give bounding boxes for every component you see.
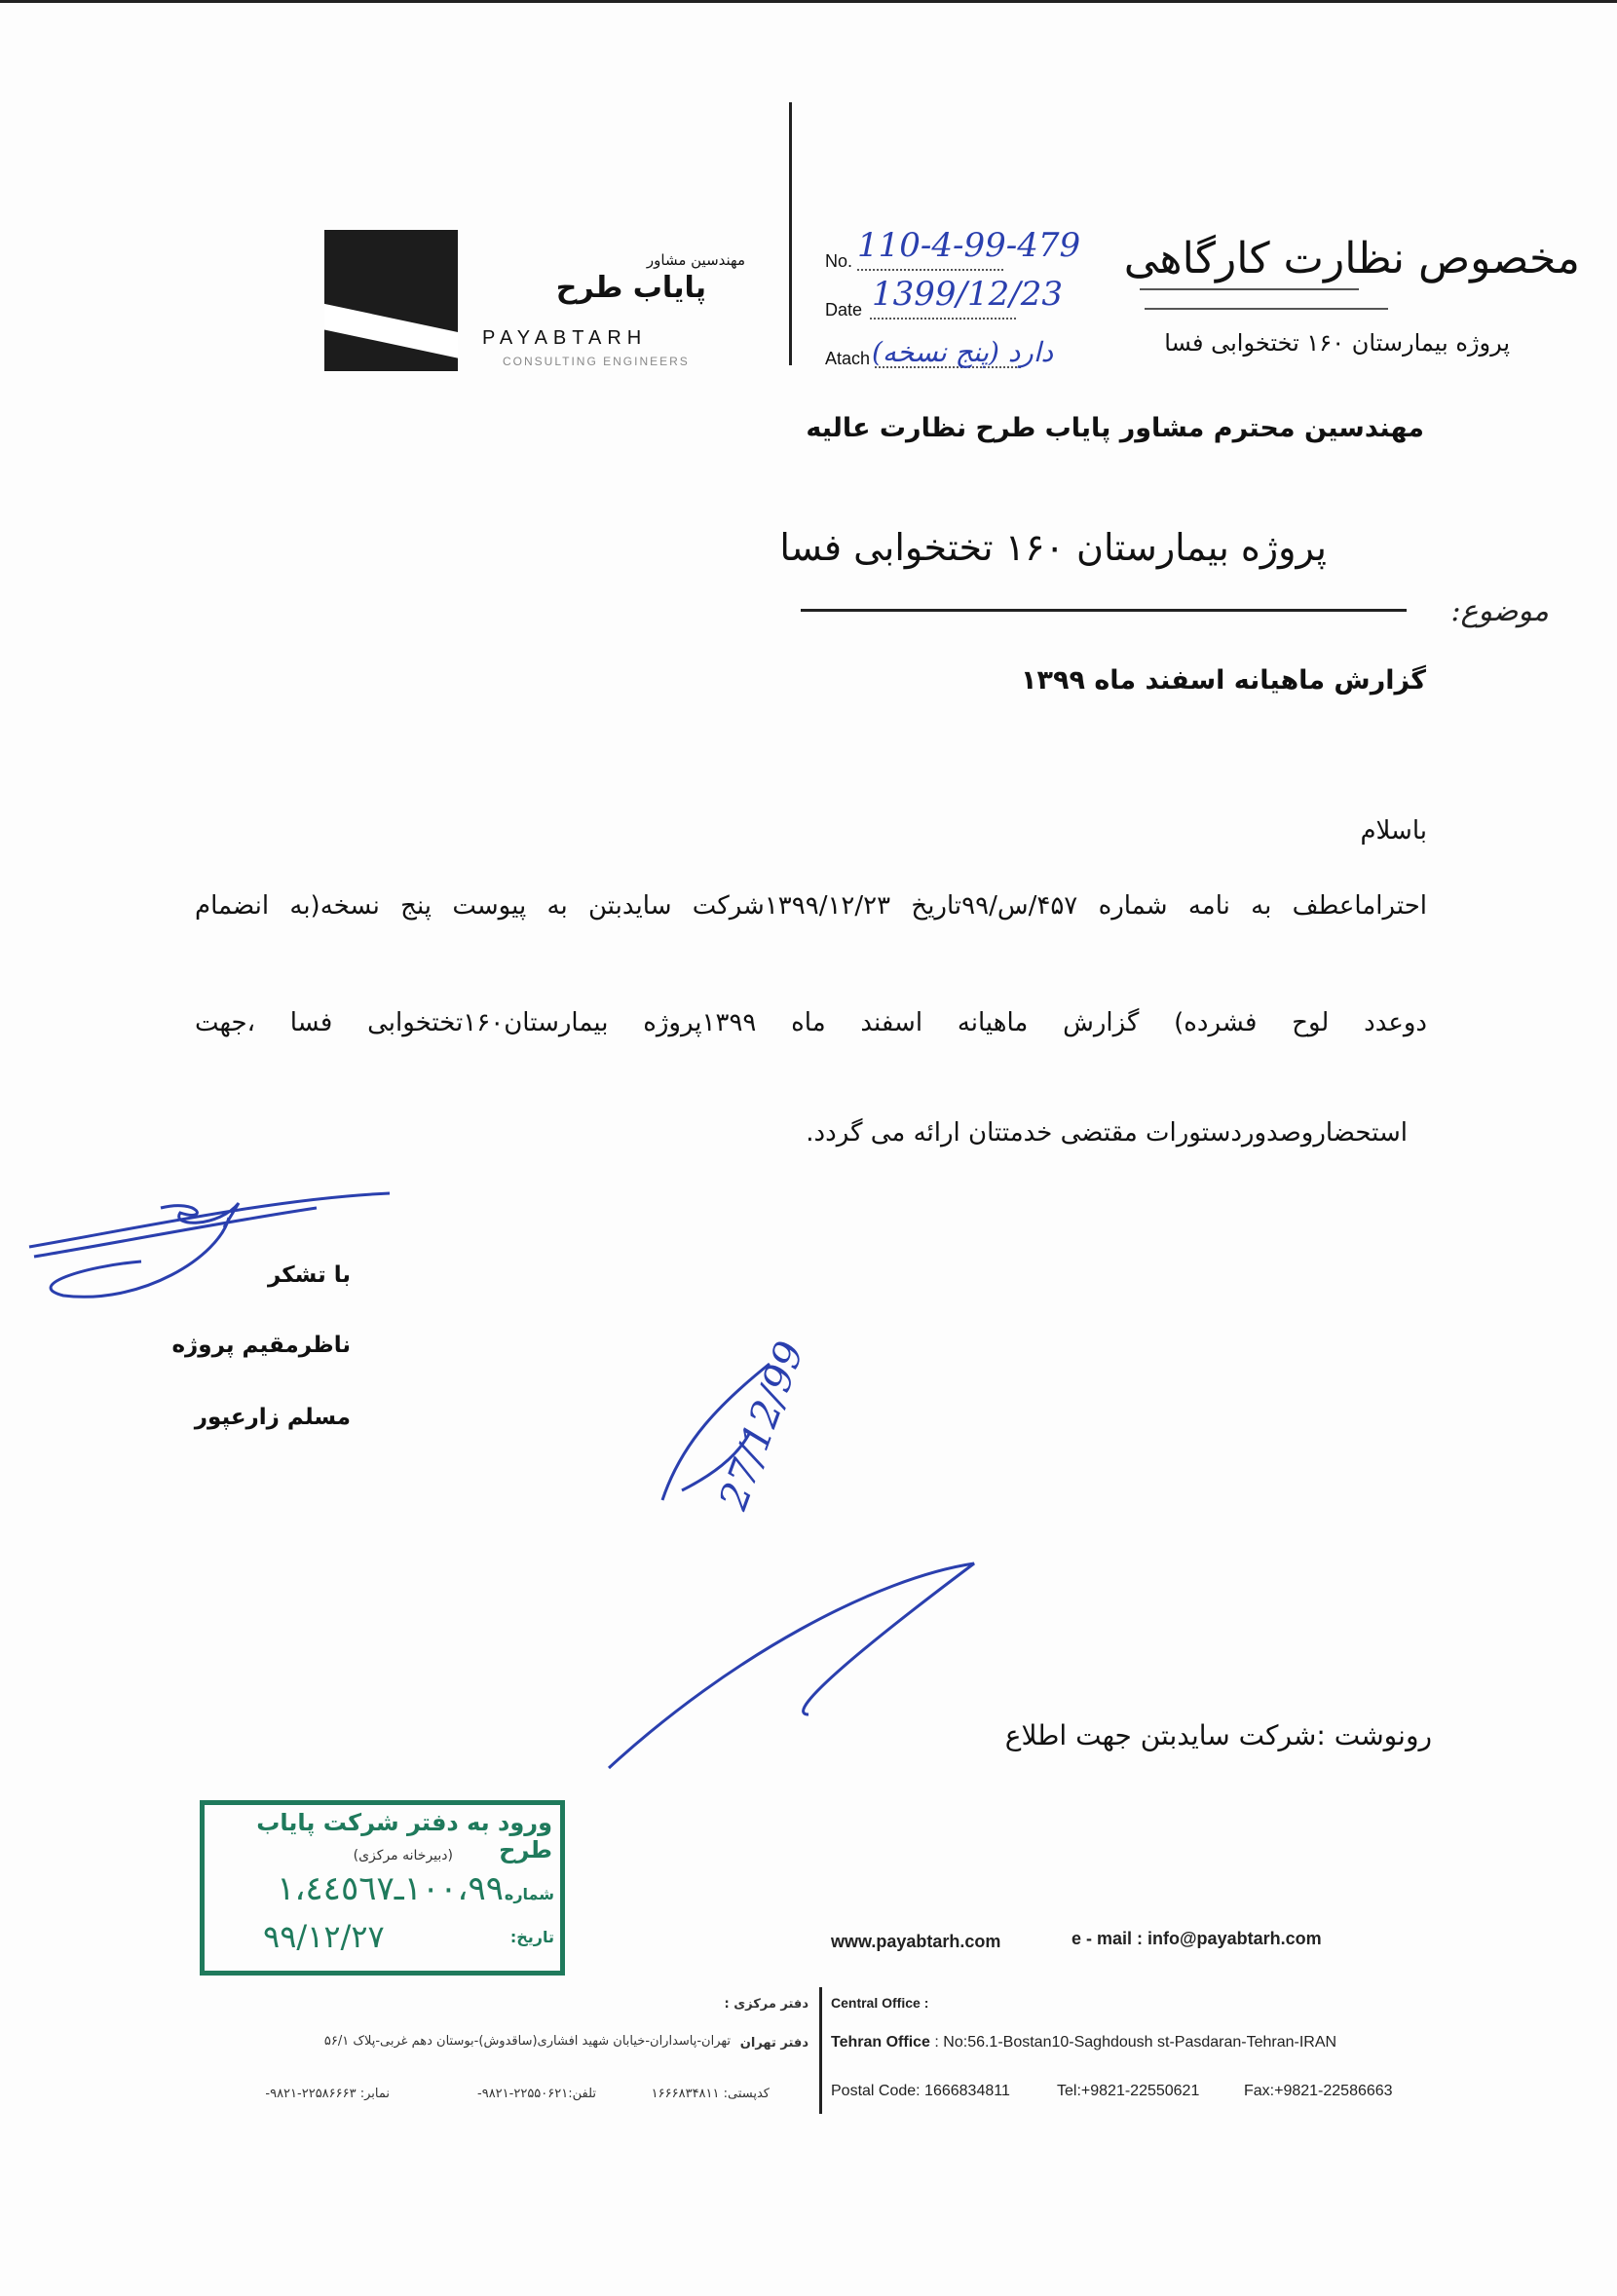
email-link[interactable]: e - mail : info@payabtarh.com xyxy=(1072,1929,1322,1948)
title-rule-1 xyxy=(1140,288,1359,290)
stamp-date: ۹۹/۱۲/۲۷ xyxy=(263,1918,385,1955)
fax-fa: نمابر: ۲۲۵۸۶۶۶۳-۹۸۲۱- xyxy=(265,2087,390,2101)
letter-date: 1399/12/23 xyxy=(872,275,1063,314)
logo-subtitle-fa: مهندسین مشاور xyxy=(646,251,745,269)
tel-en: Tel:+9821-22550621 xyxy=(1057,2083,1200,2099)
company-logo xyxy=(324,230,458,371)
tehran-office-address-en: : No:56.1-Bostan10-Saghdoush st-Pasdaran-Tehran-IRAN xyxy=(929,2034,1337,2051)
logo-name-fa: پایاب طرح xyxy=(555,271,706,305)
body-line-3: استحضاروصدوردستورات مقتضی خدمتتان ارائه می گردد. xyxy=(806,1118,1408,1148)
greeting: باسلام xyxy=(1360,816,1427,846)
subject-underline xyxy=(801,609,1407,612)
subject-detail: گزارش ماهیانه اسفند ماه ۱۳۹۹ xyxy=(1021,665,1426,696)
handwritten-note: 27/12/99 xyxy=(711,1336,813,1516)
footer-divider xyxy=(819,1987,822,2114)
tehran-office-label-en: Tehran Office xyxy=(831,2034,930,2051)
subject: پروژه بیمارستان ۱۶۰ تختخوابی فسا xyxy=(779,526,1327,569)
header-divider xyxy=(789,102,792,365)
tehran-office-address-fa: تهران-پاسداران-خیابان شهید افشاری(ساقدوش)-بوستان دهم غربی-پلاک ۵۶/۱ xyxy=(323,2034,731,2049)
recipient: مهندسین محترم مشاور پایاب طرح نظارت عالیه xyxy=(806,413,1424,443)
attach-value: دارد (پنج نسخه) xyxy=(872,336,1054,368)
stamp-subtitle: (دبیرخانه مرکزی) xyxy=(353,1848,453,1863)
title-rule-2 xyxy=(1145,308,1388,310)
no-label: No. xyxy=(825,251,853,271)
postal-code-fa: کدپستی: ۱۶۶۶۸۳۴۸۱۱ xyxy=(651,2087,770,2101)
tel-fa: تلفن:۲۲۵۵۰۶۲۱-۹۸۲۱- xyxy=(477,2087,596,2101)
website-link[interactable]: www.payabtarh.com xyxy=(831,1932,1001,1951)
signature xyxy=(24,1169,404,1315)
receipt-stamp xyxy=(200,1800,565,1976)
handwritten-marks xyxy=(584,1344,994,1783)
stamp-title: ورود به دفتر شرکت پایاب طرح xyxy=(256,1809,552,1863)
no-dotline xyxy=(857,269,1003,271)
tehran-office-en xyxy=(831,2034,1336,2051)
signer-name: مسلم زارعپور xyxy=(194,1405,351,1430)
central-office-fa: دفتر مرکزی : xyxy=(724,1997,808,2012)
body-line-1: احتراماعطف به نامه شماره ۴۵۷/س/۹۹تاریخ ۱۳۹۹/۱۲/۲۳شرکت سایدبتن به پیوست پنج نسخه(به انضمام xyxy=(195,891,1427,921)
scan-top-edge xyxy=(0,0,1617,3)
subject-label: موضوع: xyxy=(1450,594,1549,628)
header-project: پروژه بیمارستان ۱۶۰ تختخوابی فسا xyxy=(1164,329,1510,357)
fax-en: Fax:+9821-22586663 xyxy=(1244,2083,1393,2099)
logo-subtitle-en: CONSULTING ENGINEERS xyxy=(503,355,690,368)
date-label: Date xyxy=(825,300,863,320)
letter-number: 110-4-99-479 xyxy=(857,226,1081,265)
tehran-office-label-fa: دفتر تهران xyxy=(739,2036,808,2051)
logo-name-en: PAYABTARH xyxy=(482,327,648,349)
handwritten-title: مخصوص نظارت کارگاهی xyxy=(1123,234,1580,283)
signer-title: ناظرمقیم پروژه xyxy=(171,1333,351,1358)
body-line-2: دوعدد لوح فشرده) گزارش ماهیانه اسفند ماه ۱۳۹۹پروژه بیمارستان۱۶۰تختخوابی فسا ،جهت xyxy=(195,1008,1428,1037)
carbon-copy: رونوشت :شرکت سایدبتن جهت اطلاع xyxy=(1004,1719,1432,1751)
attach-label: Atach xyxy=(825,349,871,368)
stamp-number: ۱۰۰،۹۹ـ۱،٤٤٥٦٧ xyxy=(277,1869,504,1908)
postal-code-en: Postal Code: 1666834811 xyxy=(831,2083,1010,2099)
date-dotline xyxy=(870,318,1016,320)
stamp-date-label: تاریخ: xyxy=(509,1928,554,1946)
central-office-en: Central Office : xyxy=(831,1995,929,2011)
closing: با تشکر xyxy=(267,1262,351,1288)
stamp-number-label: شماره xyxy=(504,1885,554,1903)
